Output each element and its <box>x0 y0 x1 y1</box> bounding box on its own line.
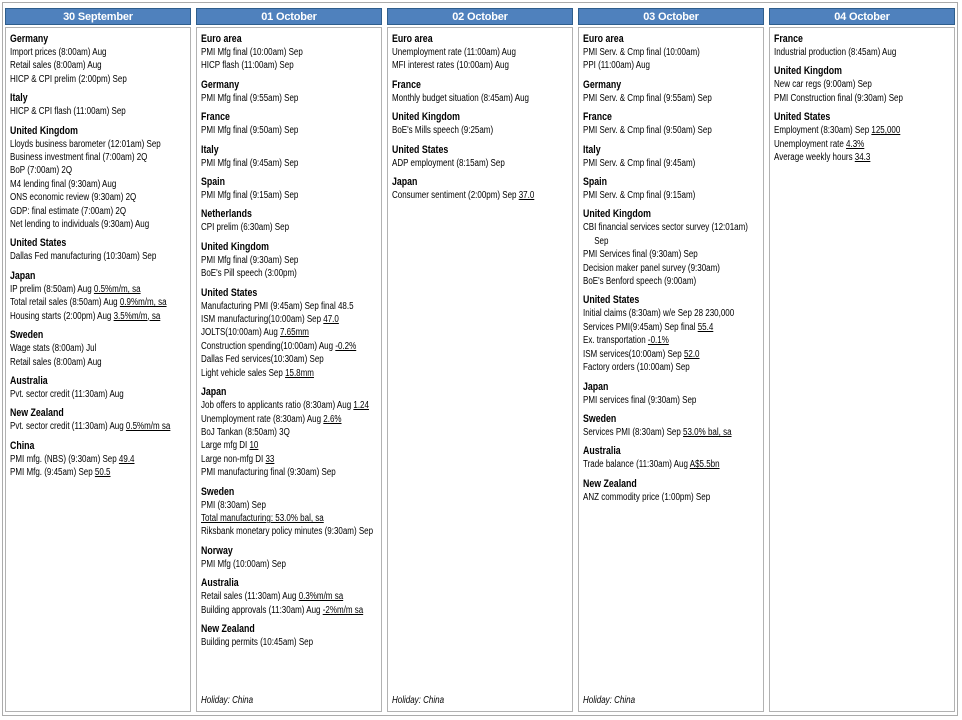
event-line: HICP & CPI prelim (2:00pm) Sep <box>10 73 127 85</box>
country-name: United States <box>583 294 640 307</box>
column-content <box>197 28 381 711</box>
column-header-date: 30 September <box>5 8 191 25</box>
event-value: 53.0% bal, sa <box>683 426 732 438</box>
event-line: ADP employment (8:15am) Sep <box>392 157 505 169</box>
event-line: GDP: final estimate (7:00am) 2Q <box>10 205 127 217</box>
country-section <box>10 236 186 263</box>
event-line: Light vehicle sales Sep 15.8mm <box>201 367 314 379</box>
country-section <box>10 91 186 118</box>
event-value: 55.4 <box>697 321 714 333</box>
column-body <box>387 27 573 712</box>
event-value: 10 <box>249 440 259 452</box>
country-section <box>201 286 377 380</box>
calendar-column <box>196 8 382 712</box>
column-content <box>6 28 190 711</box>
event-line: PMI Serv. & Cmp final (9:55am) Sep <box>583 92 712 104</box>
event-line: HICP flash (11:00am) Sep <box>201 60 294 72</box>
event-line: Total retail sales (8:50am) Aug 0.9%m/m, sa <box>10 297 167 309</box>
event-line: Retail sales (11:30am) Aug 0.3%m/m sa <box>201 591 344 603</box>
country-name: Euro area <box>583 33 624 45</box>
event-line: ANZ commodity price (1:00pm) Sep <box>583 491 711 503</box>
event-value: 4.3% <box>846 138 865 150</box>
event-line: Services PMI(9:45am) Sep final 55.4 <box>583 321 714 333</box>
event-line: PMI Serv. & Cmp final (9:50am) Sep <box>583 125 712 137</box>
event-value: 0.9%m/m, sa <box>119 297 167 309</box>
event-line: PMI manufacturing final (9:30am) Sep <box>201 467 336 479</box>
event-line: PMI Mfg final (9:45am) Sep <box>201 157 299 169</box>
event-line: Pvt. sector credit (11:30am) Aug <box>10 388 124 400</box>
country-name: United States <box>201 286 258 299</box>
event-line: PPI (11:00am) Aug <box>583 60 650 72</box>
country-name: Euro area <box>392 33 433 45</box>
event-line: Retail sales (8:00am) Aug <box>10 356 102 368</box>
country-section <box>392 78 568 105</box>
country-name: United States <box>774 111 831 124</box>
country-section <box>201 622 377 649</box>
event-line: Average weekly hours 34.3 <box>774 152 871 164</box>
event-line: Initial claims (8:30am) w/e Sep 28 230,000 <box>583 308 735 320</box>
event-line: CBI financial services sector survey (12:01am) Sep <box>583 222 748 247</box>
country-name: Italy <box>10 92 28 105</box>
country-name: Spain <box>201 176 225 189</box>
event-line: PMI Mfg final (9:30am) Sep <box>201 254 299 266</box>
country-name: Italy <box>201 143 219 156</box>
event-line: BoP (7:00am) 2Q <box>10 165 73 177</box>
country-section <box>583 175 759 202</box>
event-line: Employment (8:30am) Sep 125,000 <box>774 125 901 137</box>
country-section <box>10 374 186 401</box>
event-value: 15.8mm <box>285 367 314 379</box>
event-line: Decision maker panel survey (9:30am) <box>583 262 720 274</box>
event-line: IP prelim (8:50am) Aug 0.5%m/m, sa <box>10 283 141 295</box>
event-line: Monthly budget situation (8:45am) Aug <box>392 92 529 104</box>
event-line: PMI (8:30am) Sep <box>201 499 266 511</box>
event-line: PMI Serv. & Cmp final (9:45am) <box>583 157 696 169</box>
country-section <box>201 143 377 170</box>
event-line: Manufacturing PMI (9:45am) Sep final 48.5 <box>201 300 354 312</box>
country-name: United Kingdom <box>10 124 78 137</box>
event-line: Pvt. sector credit (11:30am) Aug 0.5%m/m sa <box>10 421 171 433</box>
country-name: Australia <box>583 445 621 458</box>
event-line: ISM manufacturing(10:00am) Sep 47.0 <box>201 314 339 326</box>
country-name: France <box>774 33 803 45</box>
country-name: Spain <box>583 176 607 189</box>
country-section <box>10 124 186 232</box>
country-section <box>583 477 759 504</box>
country-section <box>201 240 377 281</box>
country-section <box>201 385 377 479</box>
country-section <box>201 485 377 539</box>
event-line: HICP & CPI flash (11:00am) Sep <box>10 106 126 118</box>
event-value: 1.24 <box>353 400 369 412</box>
event-line: Riksbank monetary policy minutes (9:30am) Sep <box>201 526 374 538</box>
column-content <box>579 28 763 711</box>
column-header-date: 04 October <box>769 8 955 25</box>
event-value: 50.5 <box>94 467 111 479</box>
country-section <box>583 293 759 374</box>
country-name: United Kingdom <box>201 240 269 253</box>
country-name: Australia <box>10 374 48 387</box>
holiday-note: Holiday: China <box>583 695 636 706</box>
country-name: Netherlands <box>201 208 252 221</box>
country-section <box>10 406 186 433</box>
event-line: Housing starts (2:00pm) Aug 3.5%m/m, sa <box>10 310 161 322</box>
country-name: Japan <box>201 386 227 399</box>
country-section <box>774 32 950 59</box>
event-line: PMI Mfg. (9:45am) Sep 50.5 <box>10 467 111 479</box>
event-line: New car regs (9:00am) Sep <box>774 79 872 91</box>
country-section <box>774 64 950 105</box>
country-name: New Zealand <box>583 477 637 490</box>
country-section <box>201 544 377 571</box>
event-line: PMI Construction final (9:30am) Sep <box>774 92 903 104</box>
event-value: 52.0 <box>683 348 700 360</box>
country-name: Japan <box>583 380 609 393</box>
event-line: Building approvals (11:30am) Aug -2%m/m sa <box>201 604 364 616</box>
event-line: ISM services(10:00am) Sep 52.0 <box>583 348 700 360</box>
calendar-column <box>5 8 191 712</box>
event-line: Industrial production (8:45am) Aug <box>774 47 897 58</box>
country-section <box>201 32 377 73</box>
country-name: Italy <box>583 143 601 156</box>
event-line: PMI Serv. & Cmp final (10:00am) <box>583 47 700 58</box>
event-value: 2.6% <box>323 413 342 425</box>
event-line: Dallas Fed manufacturing (10:30am) Sep <box>10 251 157 263</box>
country-name: Euro area <box>201 33 242 45</box>
event-line: Factory orders (10:00am) Sep <box>583 362 690 374</box>
country-section <box>583 32 759 73</box>
country-section <box>201 576 377 617</box>
calendar-column <box>578 8 764 712</box>
event-line: PMI Serv. & Cmp final (9:15am) <box>583 190 696 202</box>
column-header-date: 01 October <box>196 8 382 25</box>
event-value: A$5.5bn <box>689 459 720 471</box>
event-line: Lloyds business barometer (12:01am) Sep <box>10 138 161 150</box>
country-section <box>392 32 568 73</box>
event-value: Total manufacturing: 53.0% bal, sa <box>201 512 324 524</box>
country-name: New Zealand <box>201 622 255 635</box>
column-body <box>769 27 955 712</box>
event-line: Unemployment rate (8:30am) Aug 2.6% <box>201 413 342 425</box>
event-value: 7.65mm <box>280 327 309 339</box>
event-value: -0.2% <box>335 340 357 352</box>
column-content <box>770 28 954 711</box>
event-line: Dallas Fed services(10:30am) Sep <box>201 354 324 366</box>
event-value: 0.3%m/m sa <box>298 591 344 603</box>
country-name: Japan <box>392 176 418 189</box>
calendar-column <box>387 8 573 712</box>
country-name: Sweden <box>583 412 617 425</box>
country-name: Germany <box>10 33 49 45</box>
event-line: PMI Mfg final (9:50am) Sep <box>201 125 299 137</box>
event-line: CPI prelim (6:30am) Sep <box>201 222 290 234</box>
event-value: 33 <box>265 453 275 465</box>
country-section <box>10 32 186 86</box>
country-name: United Kingdom <box>392 111 460 124</box>
event-line: Unemployment rate 4.3% <box>774 138 865 150</box>
event-value: 37.0 <box>518 190 535 202</box>
country-name: Australia <box>201 577 239 590</box>
country-section <box>583 380 759 407</box>
event-line: PMI Mfg (10:00am) Sep <box>201 558 286 570</box>
calendar-column <box>769 8 955 712</box>
event-line: PMI mfg. (NBS) (9:30am) Sep 49.4 <box>10 453 135 465</box>
country-name: New Zealand <box>10 407 64 420</box>
column-body <box>196 27 382 712</box>
event-line: PMI Mfg final (9:55am) Sep <box>201 92 299 104</box>
event-line: Trade balance (11:30am) Aug A$5.5bn <box>583 459 720 471</box>
country-name: Germany <box>583 78 622 91</box>
country-name: Germany <box>201 78 240 91</box>
country-section <box>583 110 759 137</box>
country-section <box>774 110 950 164</box>
event-line: Import prices (8:00am) Aug <box>10 47 107 58</box>
event-line: BoE's Mills speech (9:25am) <box>392 125 494 137</box>
country-section <box>583 444 759 471</box>
event-line: PMI Services final (9:30am) Sep <box>583 249 698 261</box>
event-line: JOLTS(10:00am) Aug 7.65mm <box>201 327 309 339</box>
column-content <box>388 28 572 711</box>
country-name: United States <box>392 143 449 156</box>
country-section <box>583 207 759 288</box>
event-line: Large non-mfg DI 33 <box>201 453 275 465</box>
event-value: 125,000 <box>871 125 901 137</box>
country-name: Sweden <box>201 485 235 498</box>
country-section <box>583 78 759 105</box>
event-line: PMI services final (9:30am) Sep <box>583 394 697 406</box>
event-value: -2%m/m sa <box>322 604 364 616</box>
country-name: United States <box>10 237 67 250</box>
event-line: Services PMI (8:30am) Sep 53.0% bal, sa <box>583 426 732 438</box>
event-line: MFI interest rates (10:00am) Aug <box>392 60 509 72</box>
country-section <box>10 328 186 369</box>
column-header-date: 02 October <box>387 8 573 25</box>
event-value: 34.3 <box>854 152 871 164</box>
column-body <box>578 27 764 712</box>
country-name: France <box>583 111 612 124</box>
country-section <box>201 207 377 234</box>
event-value: 0.5%m/m sa <box>125 421 171 433</box>
event-line: Construction spending(10:00am) Aug -0.2% <box>201 340 357 352</box>
column-body <box>5 27 191 712</box>
country-section <box>392 143 568 170</box>
event-line: Job offers to applicants ratio (8:30am) Aug 1.24 <box>201 400 369 412</box>
event-line: BoE's Benford speech (9:00am) <box>583 276 697 288</box>
country-section <box>201 175 377 202</box>
event-line: Wage stats (8:00am) Jul <box>10 343 97 355</box>
event-value: 0.5%m/m, sa <box>93 283 141 295</box>
event-value: -0.1% <box>647 335 669 347</box>
event-line: Unemployment rate (11:00am) Aug <box>392 47 516 58</box>
country-section <box>583 143 759 170</box>
country-name: Japan <box>10 269 36 282</box>
country-name: Norway <box>201 544 233 557</box>
country-section <box>392 175 568 202</box>
country-section <box>392 110 568 137</box>
column-header-date: 03 October <box>578 8 764 25</box>
country-name: United Kingdom <box>774 65 842 78</box>
country-section <box>583 412 759 439</box>
country-section <box>10 269 186 323</box>
event-line: Large mfg DI 10 <box>201 440 259 452</box>
event-line: ONS economic review (9:30am) 2Q <box>10 192 137 204</box>
event-line: Ex. transportation -0.1% <box>583 335 669 347</box>
country-section <box>10 439 186 480</box>
event-line: Building permits (10:45am) Sep <box>201 636 314 648</box>
holiday-note: Holiday: China <box>201 695 254 706</box>
country-section <box>201 78 377 105</box>
event-line: M4 lending final (9:30am) Aug <box>10 178 117 190</box>
event-line: PMI Mfg final (9:15am) Sep <box>201 190 299 202</box>
country-section <box>201 110 377 137</box>
country-name: Sweden <box>10 329 44 342</box>
economic-calendar <box>2 2 958 716</box>
event-line: Net lending to individuals (9:30am) Aug <box>10 219 150 231</box>
event-line: PMI Mfg final (10:00am) Sep <box>201 47 303 58</box>
country-name: United Kingdom <box>583 208 651 221</box>
event-line: Business investment final (7:00am) 2Q <box>10 152 148 164</box>
event-line: Retail sales (8:00am) Aug <box>10 60 102 72</box>
event-line: BoJ Tankan (8:50am) 3Q <box>201 426 290 438</box>
event-line: BoE's Pill speech (3:00pm) <box>201 268 297 280</box>
event-value: 47.0 <box>323 314 339 326</box>
country-name: China <box>10 439 35 452</box>
event-line <box>201 512 377 525</box>
event-line: Consumer sentiment (2:00pm) Sep 37.0 <box>392 190 535 202</box>
holiday-note: Holiday: China <box>392 695 445 706</box>
country-name: France <box>201 111 230 124</box>
country-name: France <box>392 78 421 91</box>
event-value: 49.4 <box>118 453 135 465</box>
event-value: 3.5%m/m, sa <box>113 310 161 322</box>
